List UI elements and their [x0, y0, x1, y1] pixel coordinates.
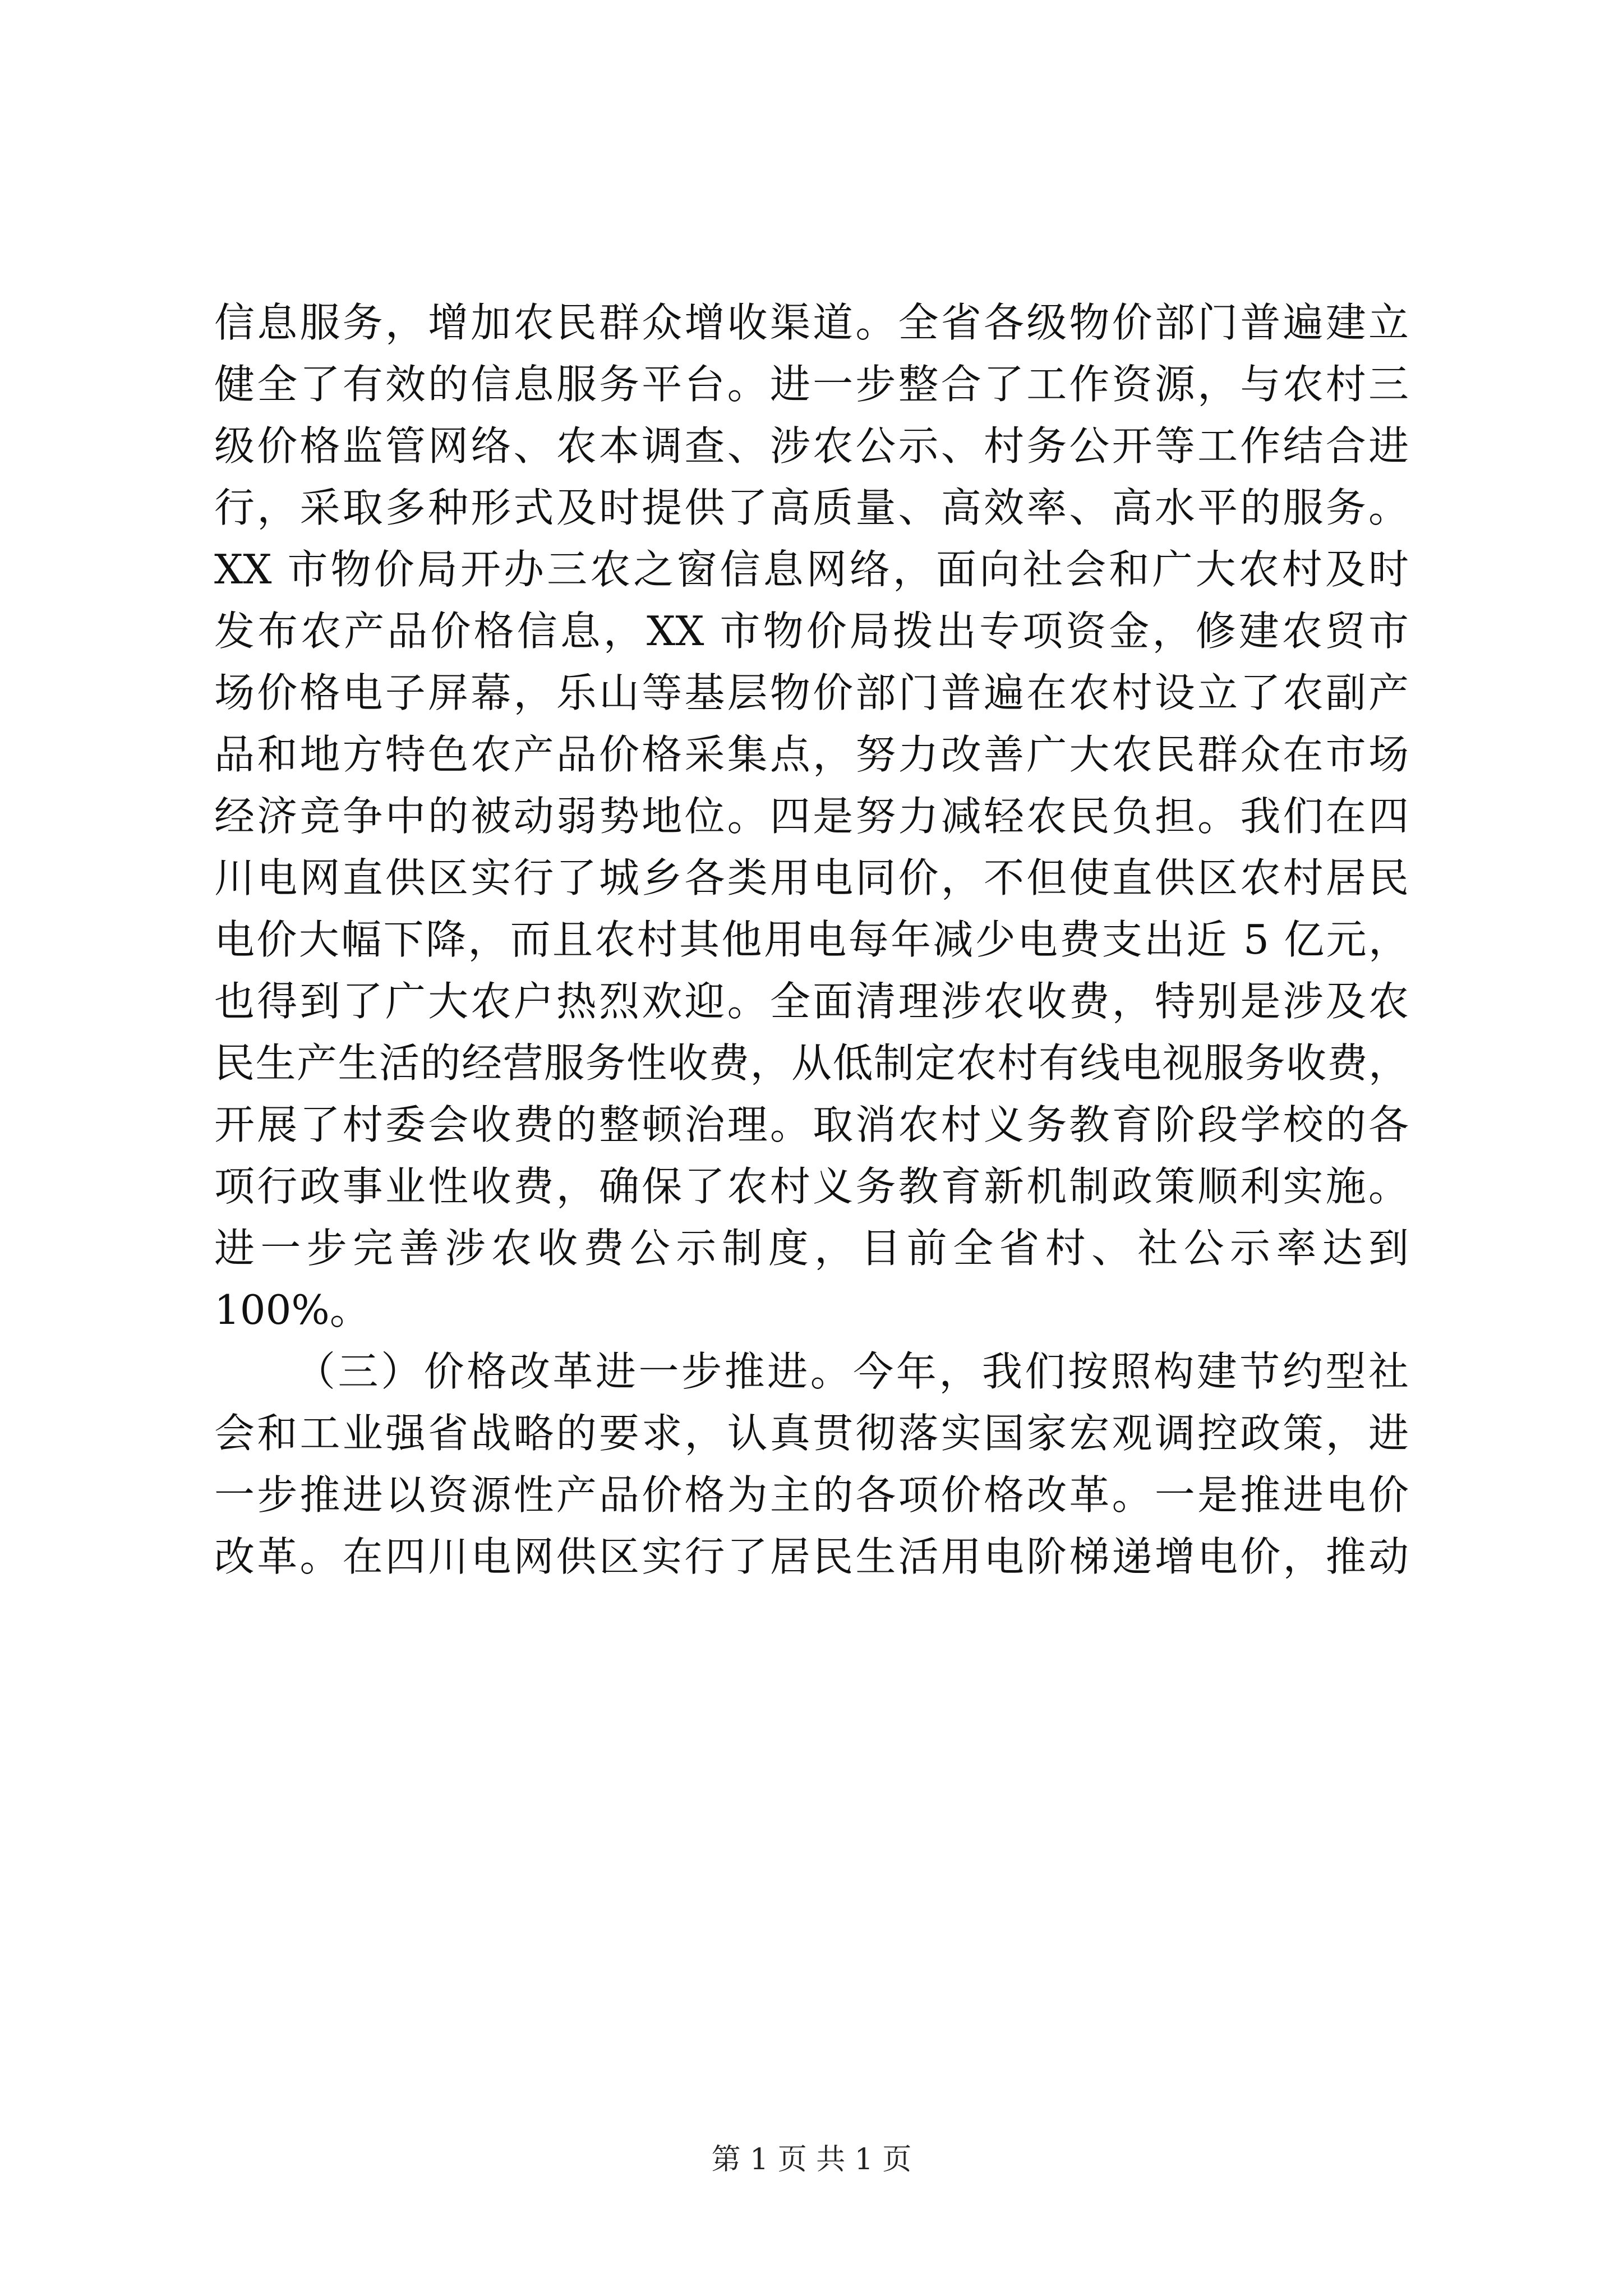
text-line: 川电网直供区实行了城乡各类用电同价，不但使直供区农村居民	[214, 854, 1409, 901]
text-line: 改革。在四川电网供区实行了居民生活用电阶梯递增电价，推动	[214, 1533, 1409, 1580]
text-line: 信息服务，增加农民群众增收渠道。全省各级物价部门普遍建立	[214, 299, 1409, 346]
text-line: 民生产生活的经营服务性收费，从低制定农村有线电视服务收费，	[214, 1039, 1409, 1087]
text-line: 发布农产品价格信息，XX 市物价局拨出专项资金，修建农贸市	[214, 608, 1409, 655]
text-line: 一步推进以资源性产品价格为主的各项价格改革。一是推进电价	[214, 1471, 1409, 1519]
page-footer: 第 1 页 共 1 页	[711, 2143, 912, 2177]
text-line: 也得到了广大农户热烈欢迎。全面清理涉农收费，特别是涉及农	[214, 978, 1409, 1025]
text-line: 品和地方特色农产品价格采集点，努力改善广大农民群众在市场	[214, 731, 1409, 778]
text-line: 开展了村委会收费的整顿治理。取消农村义务教育阶段学校的各	[214, 1101, 1409, 1148]
text-line: 级价格监管网络、农本调查、涉农公示、村务公开等工作结合进	[214, 422, 1409, 470]
text-line: XX 市物价局开办三农之窗信息网络，面向社会和广大农村及时	[214, 546, 1409, 593]
text-line: 项行政事业性收费，确保了农村义务教育新机制政策顺利实施。	[214, 1163, 1409, 1210]
text-line: 经济竞争中的被动弱势地位。四是努力减轻农民负担。我们在四	[214, 793, 1409, 840]
section-heading-line: （三）价格改革进一步推进。今年，我们按照构建节约型社	[295, 1348, 1409, 1395]
text-line: 健全了有效的信息服务平台。进一步整合了工作资源，与农村三	[214, 361, 1409, 408]
text-line: 会和工业强省战略的要求，认真贯彻落实国家宏观调控政策，进	[214, 1410, 1409, 1457]
text-line: 进一步完善涉农收费公示制度，目前全省村、社公示率达到	[214, 1225, 1409, 1272]
document-body	[214, 292, 1409, 1588]
text-line: 100%。	[214, 1286, 370, 1333]
text-line: 场价格电子屏幕，乐山等基层物价部门普遍在农村设立了农副产	[214, 669, 1409, 716]
text-line: 电价大幅下降，而且农村其他用电每年减少电费支出近 5 亿元，	[214, 916, 1409, 963]
text-line: 行，采取多种形式及时提供了高质量、高效率、高水平的服务。	[214, 484, 1409, 531]
